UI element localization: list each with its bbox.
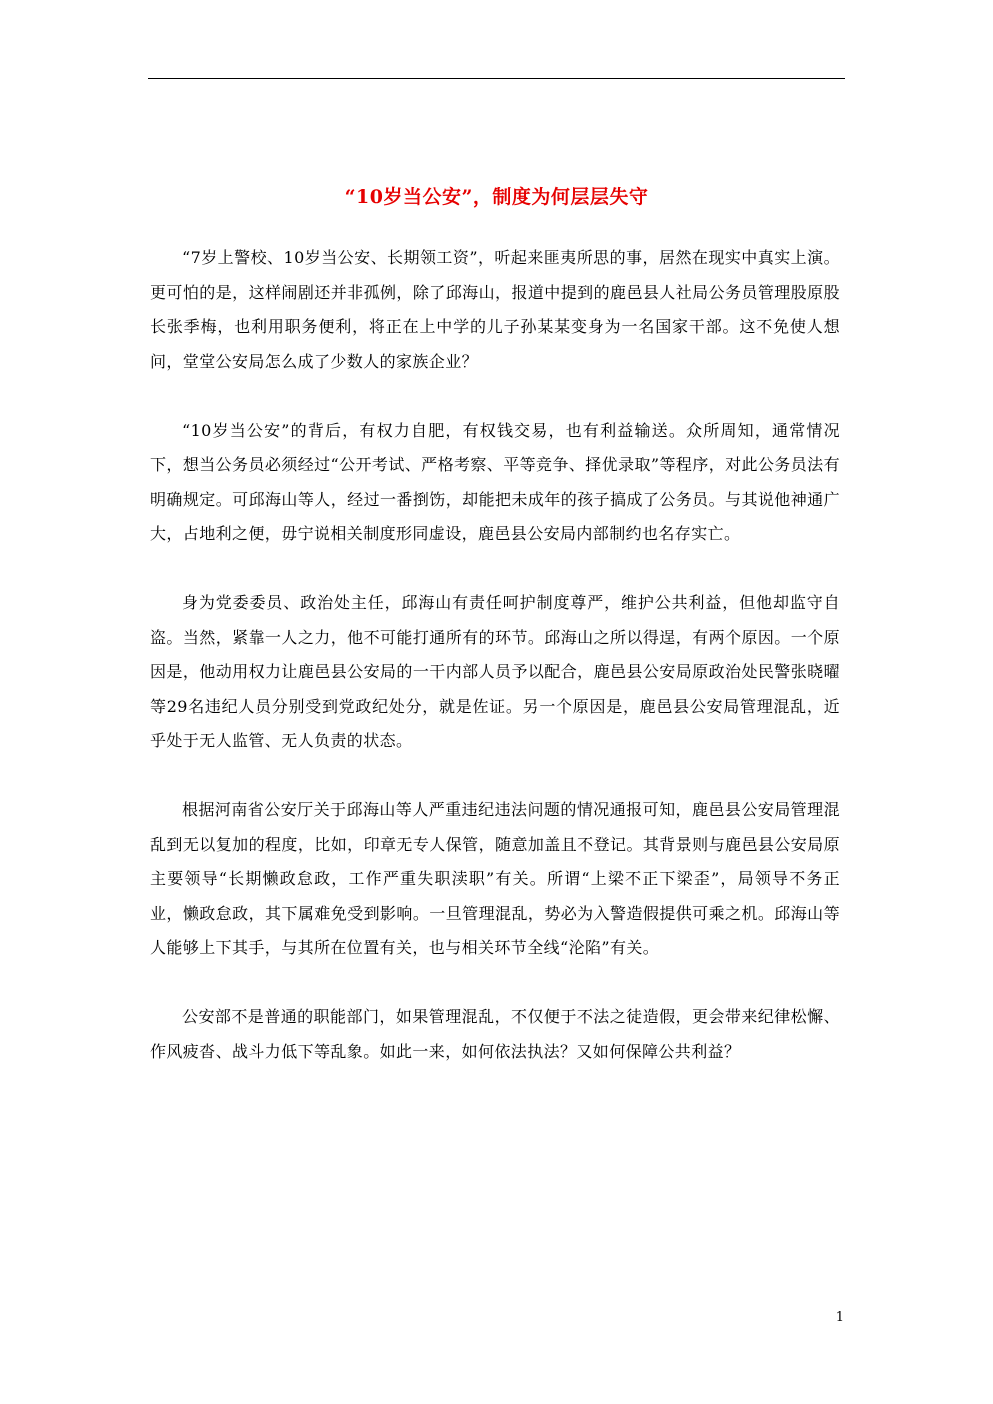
paragraph-1: “7岁上警校、10岁当公安、长期领工资”，听起来匪夷所思的事，居然在现实中真实上演。更可怕的是，这样闹剧还并非孤例，除了邱海山，报道中提到的鹿邑县人社局公务员管理股原股长张季梅，也利用职务便利，将正在上中学的儿子孙某某变身为一名国家干部。这不免使人想问，堂堂公安局怎么成了少数人的家族企业？ — [150, 248, 840, 371]
page-number: 1 — [835, 1310, 844, 1325]
document-title: “10岁当公安”，制度为何层层失守 — [344, 185, 649, 208]
paragraph-5: 公安部不是普通的职能部门，如果管理混乱，不仅便于不法之徒造假，更会带来纪律松懈、作风疲沓、战斗力低下等乱象。如此一来，如何依法执法？又如何保障公共利益？ — [150, 1007, 840, 1061]
paragraph-4: 根据河南省公安厅关于邱海山等人严重违纪违法问题的情况通报可知，鹿邑县公安局管理混乱到无以复加的程度，比如，印章无专人保管，随意加盖且不登记。其背景则与鹿邑县公安局原主要领导“长期懒政怠政，工作严重失职渎职”有关。所谓“上梁不正下梁歪”，局领导不务正业，懒政怠政，其下属难免受到影响。一旦管理混乱，势必为入警造假提供可乘之机。邱海山等人能够上下其手，与其所在位置有关，也与相关环节全线“沦陷”有关。 — [150, 800, 840, 957]
document-body — [150, 241, 840, 1069]
paragraph-3: 身为党委委员、政治处主任，邱海山有责任呵护制度尊严，维护公共利益，但他却监守自盗。当然，紧靠一人之力，他不可能打通所有的环节。邱海山之所以得逞，有两个原因。一个原因是，他动用权力让鹿邑县公安局的一干内部人员予以配合，鹿邑县公安局原政治处民警张晓曜等29名违纪人员分别受到党政纪处分，就是佐证。另一个原因是，鹿邑县公安局管理混乱，近乎处于无人监管、无人负责的状态。 — [150, 593, 840, 750]
header-rule — [148, 78, 845, 79]
paragraph-2: “10岁当公安”的背后，有权力自肥，有权钱交易，也有利益输送。众所周知，通常情况下，想当公务员必须经过“公开考试、严格考察、平等竞争、择优录取”等程序，对此公务员法有明确规定。可邱海山等人，经过一番捯饬，却能把未成年的孩子搞成了公务员。与其说他神通广大，占地利之便，毋宁说相关制度形同虚设，鹿邑县公安局内部制约也名存实亡。 — [150, 420, 840, 543]
